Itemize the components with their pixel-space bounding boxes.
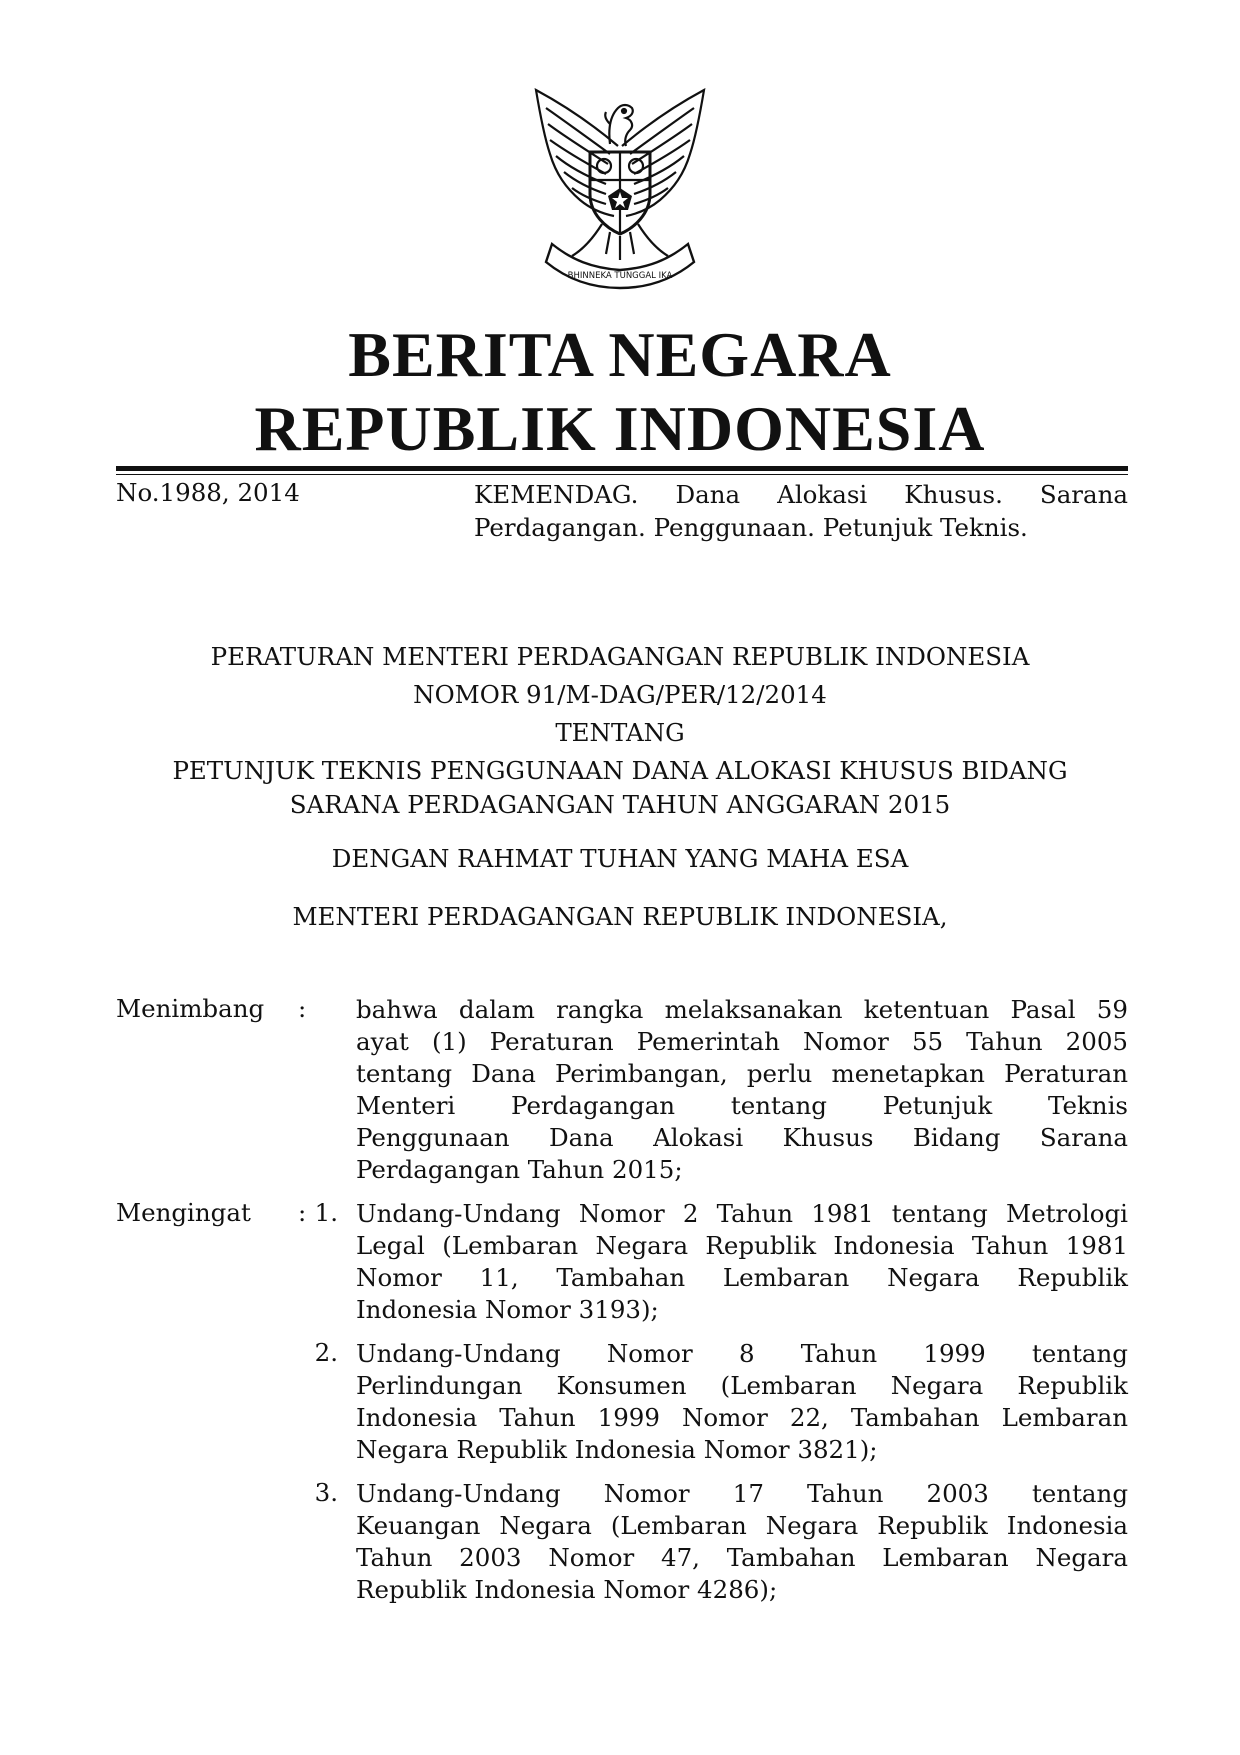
emblem-motto: BHINNEKA TUNGGAL IKA bbox=[567, 271, 673, 281]
menimbang-line: ayat (1) Peraturan Pemerintah Nomor 55 Tahun 2005 bbox=[356, 1027, 1128, 1056]
masthead-rule-thin bbox=[116, 474, 1128, 475]
mengingat-line: Legal (Lembaran Negara Republik Indonesia Tahun 1981 bbox=[356, 1231, 1128, 1260]
mengingat-item-number: 1. bbox=[314, 1198, 338, 1227]
mengingat-line: Nomor 11, Tambahan Lembaran Negara Republik bbox=[356, 1263, 1128, 1292]
mengingat-line: Indonesia Nomor 3193); bbox=[356, 1295, 659, 1324]
mengingat-line: Undang-Undang Nomor 17 Tahun 2003 tentang bbox=[356, 1479, 1128, 1508]
mengingat-colon: : bbox=[298, 1198, 307, 1227]
mengingat-line: Negara Republik Indonesia Nomor 3821); bbox=[356, 1435, 878, 1464]
menimbang-line: tentang Dana Perimbangan, perlu menetapkan Peraturan bbox=[356, 1059, 1128, 1088]
menimbang-line: Perdagangan Tahun 2015; bbox=[356, 1155, 683, 1184]
mengingat-item-2 bbox=[356, 1338, 1128, 1466]
mengingat-line: Indonesia Tahun 1999 Nomor 22, Tambahan Lembaran bbox=[356, 1403, 1128, 1432]
masthead-rule-thick bbox=[116, 466, 1128, 471]
regulation-subject-line-2: SARANA PERDAGANGAN TAHUN ANGGARAN 2015 bbox=[289, 790, 951, 819]
regulation-subject-line-1: PETUNJUK TEKNIS PENGGUNAAN DANA ALOKASI KHUSUS BIDANG bbox=[172, 756, 1068, 785]
menimbang-colon: : bbox=[298, 994, 307, 1023]
menimbang-line: bahwa dalam rangka melaksanakan ketentuan Pasal 59 bbox=[356, 995, 1128, 1024]
mengingat-label: Mengingat bbox=[116, 1198, 251, 1227]
regulation-title: PERATURAN MENTERI PERDAGANGAN REPUBLIK INDONESIA bbox=[210, 642, 1030, 671]
menimbang-line: Menteri Perdagangan tentang Petunjuk Teknis bbox=[356, 1091, 1128, 1120]
mengingat-item-1 bbox=[356, 1198, 1128, 1326]
mengingat-line: Perlindungan Konsumen (Lembaran Negara Republik bbox=[356, 1371, 1128, 1400]
regulation-about: TENTANG bbox=[555, 718, 685, 747]
mengingat-line: Keuangan Negara (Lembaran Negara Republik Indonesia bbox=[356, 1511, 1128, 1540]
mengingat-item-number: 3. bbox=[314, 1478, 338, 1507]
mengingat-item-number: 2. bbox=[314, 1338, 338, 1367]
mengingat-line: Tahun 2003 Nomor 47, Tambahan Lembaran Negara bbox=[356, 1543, 1128, 1572]
menimbang-line: Penggunaan Dana Alokasi Khusus Bidang Sarana bbox=[356, 1123, 1128, 1152]
gazette-subject: KEMENDAG. Dana Alokasi Khusus. Sarana Perdagangan. Penggunaan. Petunjuk Teknis. bbox=[474, 480, 1128, 542]
mengingat-line: Undang-Undang Nomor 8 Tahun 1999 tentang bbox=[356, 1339, 1128, 1368]
menimbang-label: Menimbang bbox=[116, 994, 265, 1023]
garuda-pancasila-emblem bbox=[522, 84, 718, 296]
issuer: MENTERI PERDAGANGAN REPUBLIK INDONESIA, bbox=[292, 902, 948, 931]
gazette-number: No.1988, 2014 bbox=[116, 478, 300, 507]
masthead-line-2: REPUBLIK INDONESIA bbox=[254, 393, 986, 464]
regulation-number: NOMOR 91/M-DAG/PER/12/2014 bbox=[413, 680, 827, 709]
menimbang-text bbox=[356, 994, 1128, 1186]
mengingat-line: Republik Indonesia Nomor 4286); bbox=[356, 1575, 778, 1604]
mengingat-item-3 bbox=[356, 1478, 1128, 1606]
masthead bbox=[0, 318, 1240, 466]
invocation: DENGAN RAHMAT TUHAN YANG MAHA ESA bbox=[331, 844, 909, 873]
masthead-line-1: BERITA NEGARA bbox=[348, 319, 892, 390]
mengingat-line: Undang-Undang Nomor 2 Tahun 1981 tentang Metrologi bbox=[356, 1199, 1128, 1228]
